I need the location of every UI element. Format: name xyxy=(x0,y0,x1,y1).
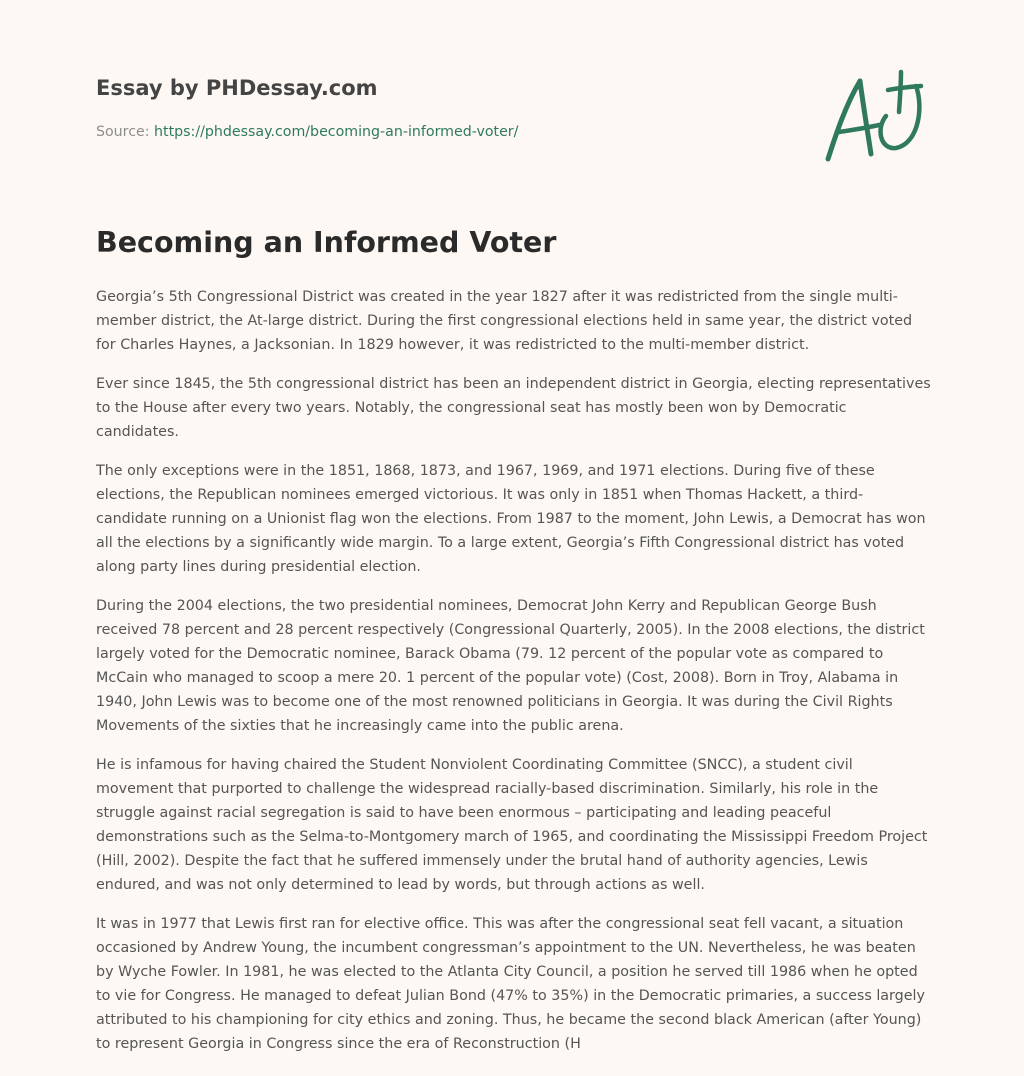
source-link[interactable]: https://phdessay.com/becoming-an-informed-voter/ xyxy=(154,124,519,140)
source-line xyxy=(96,124,518,140)
essay-paragraph: Ever since 1845, the 5th congressional district has been an independent district in Georgia, electing representatives to the House after every two years. Notably, the congressional seat has mostly been won by Democratic candidates. xyxy=(96,375,931,440)
essay-title: Becoming an Informed Voter xyxy=(96,226,557,259)
essay-paragraph: He is infamous for having chaired the Student Nonviolent Coordinating Committee (SNCC), a student civil movement that purported to challenge the widespread racially-based discrimination. Similarly, his role in the struggle against racial segregation is said to have been enormous – participating and leading peaceful demonstrations such as the Selma-to-Montgomery march of 1965, and coordinating the Mississippi Freedom Project (Hill, 2002). Despite the fact that he suffered immensely under the brutal hand of authority agencies, Lewis endured, and was not only determined to lead by words, but through actions as well. xyxy=(96,756,928,894)
site-title: Essay by PHDessay.com xyxy=(96,76,378,100)
essay-paragraph: The only exceptions were in the 1851, 1868, 1873, and 1967, 1969, and 1971 elections. During five of these elections, the Republican nominees emerged victorious. It was only in 1851 when Thomas Hackett, a third-candidate running on a Unionist flag won the elections. From 1987 to the moment, John Lewis, a Democrat has won all the elections by a significantly wide margin. To a large extent, Georgia’s Fifth Congressional district has voted along party lines during presidential election. xyxy=(96,462,926,575)
essay-body xyxy=(96,285,932,1071)
essay-paragraph: During the 2004 elections, the two presidential nominees, Democrat John Kerry and Republican George Bush received 78 percent and 28 percent respectively (Congressional Quarterly, 2005). In the 2008 elections, the district largely voted for the Democratic nominee, Barack Obama (79. 12 percent of the popular vote as compared to McCain who managed to scoop a mere 20. 1 percent of the popular vote) (Cost, 2008). Born in Troy, Alabama in 1940, John Lewis was to become one of the most renowned politicians in Georgia. It was during the Civil Rights Movements of the sixties that he increasingly came into the public arena. xyxy=(96,597,925,734)
essay-paragraph: It was in 1977 that Lewis first ran for elective office. This was after the congressional seat fell vacant, a situation occasioned by Andrew Young, the incumbent congressman’s appointment to the UN. Nevertheless, he was beaten by Wyche Fowler. In 1981, he was elected to the Atlanta City Council, a position he served till 1986 when he opted to vie for Congress. He managed to defeat Julian Bond (47% to 35%) in the Democratic primaries, a success largely attributed to his championing for city ethics and zoning. Thus, he became the second black American (after Young) to represent Georgia in Congress since the era of Reconstruction (H xyxy=(96,915,925,1053)
a-plus-logo-icon xyxy=(822,68,926,164)
source-label: Source: xyxy=(96,124,155,140)
essay-paragraph: Georgia’s 5th Congressional District was created in the year 1827 after it was redistricted from the single multi-member district, the At-large district. During the first congressional elections held in same year, the district voted for Charles Haynes, a Jacksonian. In 1829 however, it was redistricted to the multi-member district. xyxy=(96,289,913,354)
